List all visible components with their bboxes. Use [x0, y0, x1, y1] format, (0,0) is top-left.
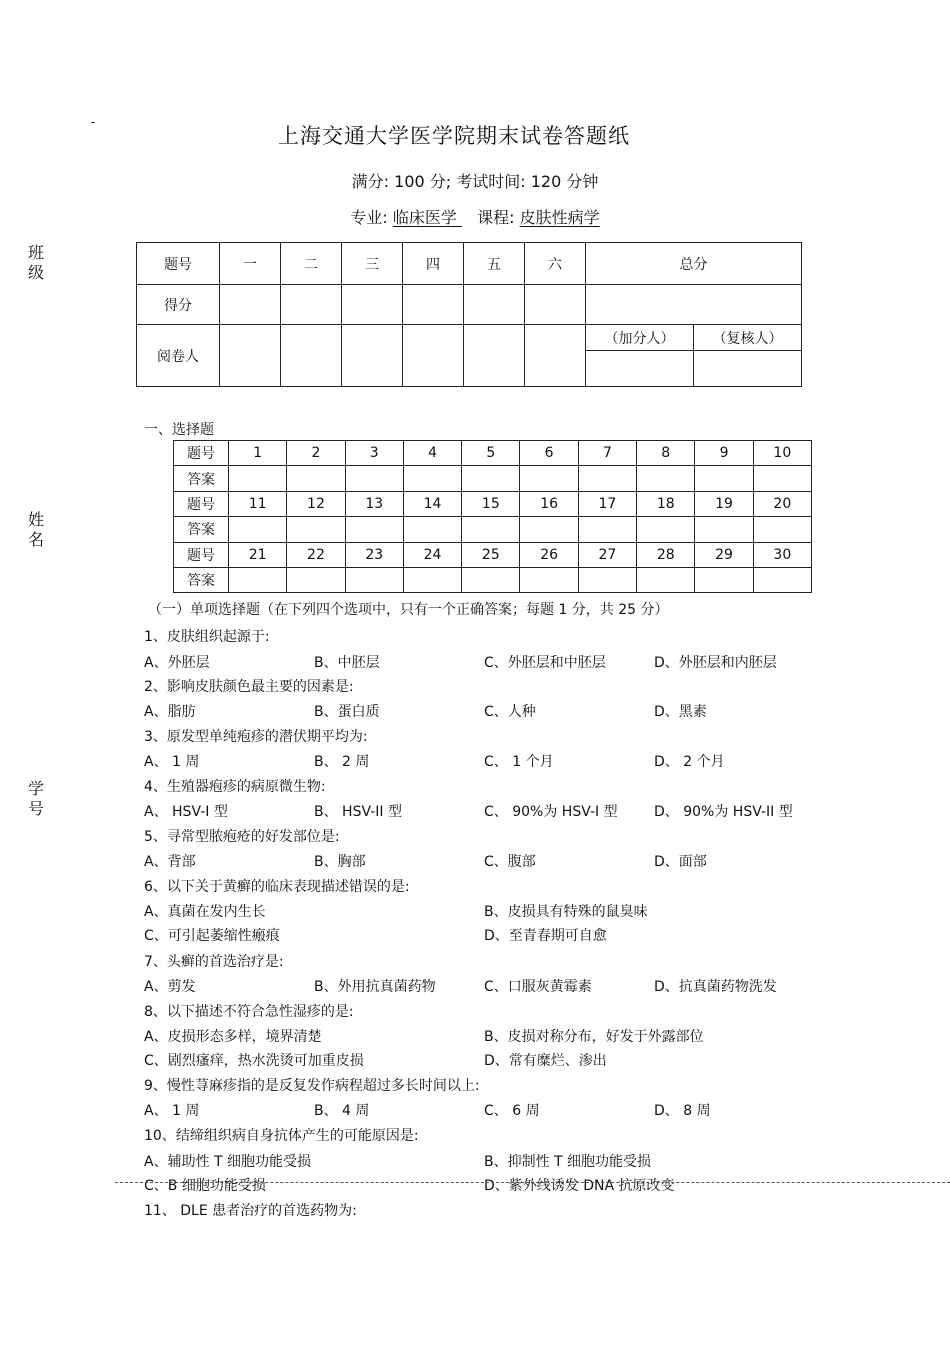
question-option: B、外用抗真菌药物 [314, 979, 436, 995]
answer-cell[interactable] [578, 567, 636, 592]
question-stem: 10、结缔组织病自身抗体产生的可能原因是: [144, 1128, 419, 1144]
score-cell[interactable] [464, 285, 525, 325]
grader-cell[interactable] [342, 325, 403, 387]
answer-grid-num: 18 [637, 491, 695, 516]
answer-grid [173, 440, 812, 593]
answer-cell[interactable] [403, 567, 461, 592]
question-option: B、 4 周 [314, 1103, 370, 1119]
score-col-total: 总分 [586, 243, 802, 285]
question-option: B、 2 周 [314, 754, 370, 770]
question-option: B、 HSV-II 型 [314, 804, 402, 820]
checker-label: （复核人） [694, 325, 802, 351]
answer-cell[interactable] [520, 466, 578, 491]
answer-grid-num: 22 [287, 542, 345, 567]
question-stem: 4、生殖器疱疹的病原微生物: [144, 779, 326, 795]
answer-grid-num: 26 [520, 542, 578, 567]
question-option: D、常有糜烂、渗出 [484, 1053, 607, 1069]
page-title: 上海交通大学医学院期末试卷答题纸 [278, 124, 630, 148]
cut-line [115, 1182, 950, 1183]
question-stem: 1、皮肤组织起源于: [144, 629, 270, 645]
question-stem: 7、头癣的首选治疗是: [144, 954, 284, 970]
score-cell[interactable] [342, 285, 403, 325]
question-option: D、 90%为 HSV-II 型 [654, 804, 793, 820]
answer-cell[interactable] [753, 567, 811, 592]
score-col-1: 一 [220, 243, 281, 285]
question-stem: 3、原发型单纯疱疹的潜伏期平均为: [144, 729, 368, 745]
adder-cell[interactable] [586, 351, 694, 387]
question-option: B、胸部 [314, 854, 366, 870]
answer-cell[interactable] [462, 466, 520, 491]
question-stem: 8、以下描述不符合急性湿疹的是: [144, 1004, 354, 1020]
question-option: B、蛋白质 [314, 704, 380, 720]
major-course-line [0, 205, 950, 228]
answer-grid-num: 15 [462, 491, 520, 516]
answer-grid-num: 30 [753, 542, 811, 567]
subsection-title: （一）单项选择题（在下列四个选项中，只有一个正确答案；每题 1 分，共 25 分） [148, 602, 669, 618]
question-option: B、皮损对称分布，好发于外露部位 [484, 1029, 704, 1045]
answer-cell[interactable] [753, 517, 811, 542]
question-option: D、至青春期可自愈 [484, 928, 607, 944]
question-option: C、 90%为 HSV-I 型 [484, 804, 618, 820]
question-option: D、外胚层和内胚层 [654, 655, 777, 671]
question-option: D、面部 [654, 854, 707, 870]
answer-cell[interactable] [578, 466, 636, 491]
answer-grid-num: 11 [229, 491, 287, 516]
answer-cell[interactable] [462, 517, 520, 542]
answer-cell[interactable] [403, 517, 461, 542]
grader-cell[interactable] [464, 325, 525, 387]
answer-grid-num: 27 [578, 542, 636, 567]
answer-cell[interactable] [753, 466, 811, 491]
answer-cell[interactable] [229, 567, 287, 592]
answer-grid-num: 8 [637, 441, 695, 466]
question-option: A、皮损形态多样，境界清楚 [144, 1029, 322, 1045]
answer-cell[interactable] [287, 567, 345, 592]
answer-grid-num: 16 [520, 491, 578, 516]
question-stem: 11、 DLE 患者治疗的首选药物为: [144, 1203, 357, 1219]
course-value: 皮肤性病学 [519, 208, 600, 227]
answer-cell[interactable] [578, 517, 636, 542]
adder-label: （加分人） [586, 325, 694, 351]
question-option: A、真菌在发内生长 [144, 904, 266, 920]
answer-cell[interactable] [520, 567, 578, 592]
answer-grid-num: 9 [695, 441, 753, 466]
question-option: B、抑制性 T 细胞功能受损 [484, 1154, 652, 1170]
stray-mark: - [91, 115, 96, 129]
question-option: A、脂肪 [144, 704, 196, 720]
answer-grid-num: 17 [578, 491, 636, 516]
question-option: B、中胚层 [314, 655, 380, 671]
score-table [136, 242, 802, 387]
answer-cell[interactable] [695, 517, 753, 542]
score-col-2: 二 [281, 243, 342, 285]
answer-cell[interactable] [229, 517, 287, 542]
answer-grid-num: 3 [345, 441, 403, 466]
answer-grid-num: 1 [229, 441, 287, 466]
answer-cell[interactable] [520, 517, 578, 542]
answer-grid-ans-label: 答案 [174, 466, 229, 491]
score-cell[interactable] [403, 285, 464, 325]
answer-grid-ans-label: 答案 [174, 517, 229, 542]
score-total-cell[interactable] [586, 285, 802, 325]
question-option: A、剪发 [144, 979, 196, 995]
answer-grid-num: 2 [287, 441, 345, 466]
grader-cell[interactable] [525, 325, 586, 387]
side-label-class: 班 级 [27, 243, 44, 282]
question-option: A、 1 周 [144, 1103, 200, 1119]
question-option: D、黑素 [654, 704, 707, 720]
question-option: C、 6 周 [484, 1103, 540, 1119]
question-option: D、抗真菌药物洗发 [654, 979, 777, 995]
answer-cell[interactable] [462, 567, 520, 592]
question-option: D、 8 周 [654, 1103, 711, 1119]
checker-cell[interactable] [694, 351, 802, 387]
answer-cell[interactable] [695, 567, 753, 592]
score-cell[interactable] [220, 285, 281, 325]
answer-cell[interactable] [287, 466, 345, 491]
answer-cell[interactable] [287, 517, 345, 542]
major-label: 专业: [350, 208, 393, 227]
answer-grid-num: 23 [345, 542, 403, 567]
answer-grid-num: 13 [345, 491, 403, 516]
answer-cell[interactable] [345, 517, 403, 542]
answer-cell[interactable] [229, 466, 287, 491]
question-stem: 2、影响皮肤颜色最主要的因素是: [144, 679, 354, 695]
question-option: C、B 细胞功能受损 [144, 1178, 266, 1194]
answer-grid-num: 28 [637, 542, 695, 567]
question-stem: 9、慢性荨麻疹指的是反复发作病程超过多长时间以上: [144, 1078, 480, 1094]
answer-grid-num: 21 [229, 542, 287, 567]
question-option: C、外胚层和中胚层 [484, 655, 606, 671]
answer-grid-ans-label: 答案 [174, 567, 229, 592]
side-label-name: 姓 名 [27, 510, 44, 549]
question-stem: 5、寻常型脓疱疮的好发部位是: [144, 829, 340, 845]
grader-cell[interactable] [220, 325, 281, 387]
course-label: 课程: [477, 208, 520, 227]
answer-grid-num: 6 [520, 441, 578, 466]
answer-grid-num: 25 [462, 542, 520, 567]
question-option: C、腹部 [484, 854, 536, 870]
question-option: D、紫外线诱发 DNA 抗原改变 [484, 1178, 675, 1194]
answer-grid-num-label: 题号 [174, 542, 229, 567]
answer-grid-num: 4 [403, 441, 461, 466]
score-col-6: 六 [525, 243, 586, 285]
question-option: A、 1 周 [144, 754, 200, 770]
side-label-student-number: 学 号 [27, 779, 44, 818]
answer-grid-num: 14 [403, 491, 461, 516]
answer-cell[interactable] [403, 466, 461, 491]
answer-cell[interactable] [345, 567, 403, 592]
answer-cell[interactable] [345, 466, 403, 491]
score-col-4: 四 [403, 243, 464, 285]
question-option: C、可引起萎缩性瘢痕 [144, 928, 280, 944]
question-option: A、背部 [144, 854, 196, 870]
answer-grid-num: 5 [462, 441, 520, 466]
answer-grid-num-label: 题号 [174, 491, 229, 516]
grader-cell[interactable] [403, 325, 464, 387]
score-col-5: 五 [464, 243, 525, 285]
answer-grid-num: 7 [578, 441, 636, 466]
answer-grid-num: 12 [287, 491, 345, 516]
answer-grid-num: 10 [753, 441, 811, 466]
score-row-label-score: 得分 [137, 285, 220, 325]
question-option: D、 2 个月 [654, 754, 725, 770]
question-option: C、剧烈瘙痒，热水洗烫可加重皮损 [144, 1053, 364, 1069]
question-option: B、皮损具有特殊的鼠臭味 [484, 904, 648, 920]
question-stem: 6、以下关于黄癣的临床表现描述错误的是: [144, 879, 410, 895]
answer-cell[interactable] [695, 466, 753, 491]
answer-grid-num-label: 题号 [174, 441, 229, 466]
answer-cell[interactable] [637, 567, 695, 592]
score-row-label-grader: 阅卷人 [137, 325, 220, 387]
question-option: A、辅助性 T 细胞功能受损 [144, 1154, 312, 1170]
question-option: A、外胚层 [144, 655, 210, 671]
answer-grid-num: 29 [695, 542, 753, 567]
score-col-3: 三 [342, 243, 403, 285]
score-cell[interactable] [525, 285, 586, 325]
score-time-line: 满分: 100 分; 考试时间: 120 分钟 [351, 172, 599, 191]
score-row-label-number: 题号 [137, 243, 220, 285]
question-option: A、 HSV-I 型 [144, 804, 228, 820]
answer-grid-num: 24 [403, 542, 461, 567]
answer-grid-num: 19 [695, 491, 753, 516]
section-title: 一、选择题 [144, 422, 214, 438]
question-option: C、人种 [484, 704, 536, 720]
question-option: C、 1 个月 [484, 754, 554, 770]
major-value: 临床医学 [392, 208, 462, 227]
score-cell[interactable] [281, 285, 342, 325]
answer-grid-num: 20 [753, 491, 811, 516]
answer-cell[interactable] [637, 466, 695, 491]
answer-cell[interactable] [637, 517, 695, 542]
grader-cell[interactable] [281, 325, 342, 387]
question-option: C、口服灰黄霉素 [484, 979, 592, 995]
